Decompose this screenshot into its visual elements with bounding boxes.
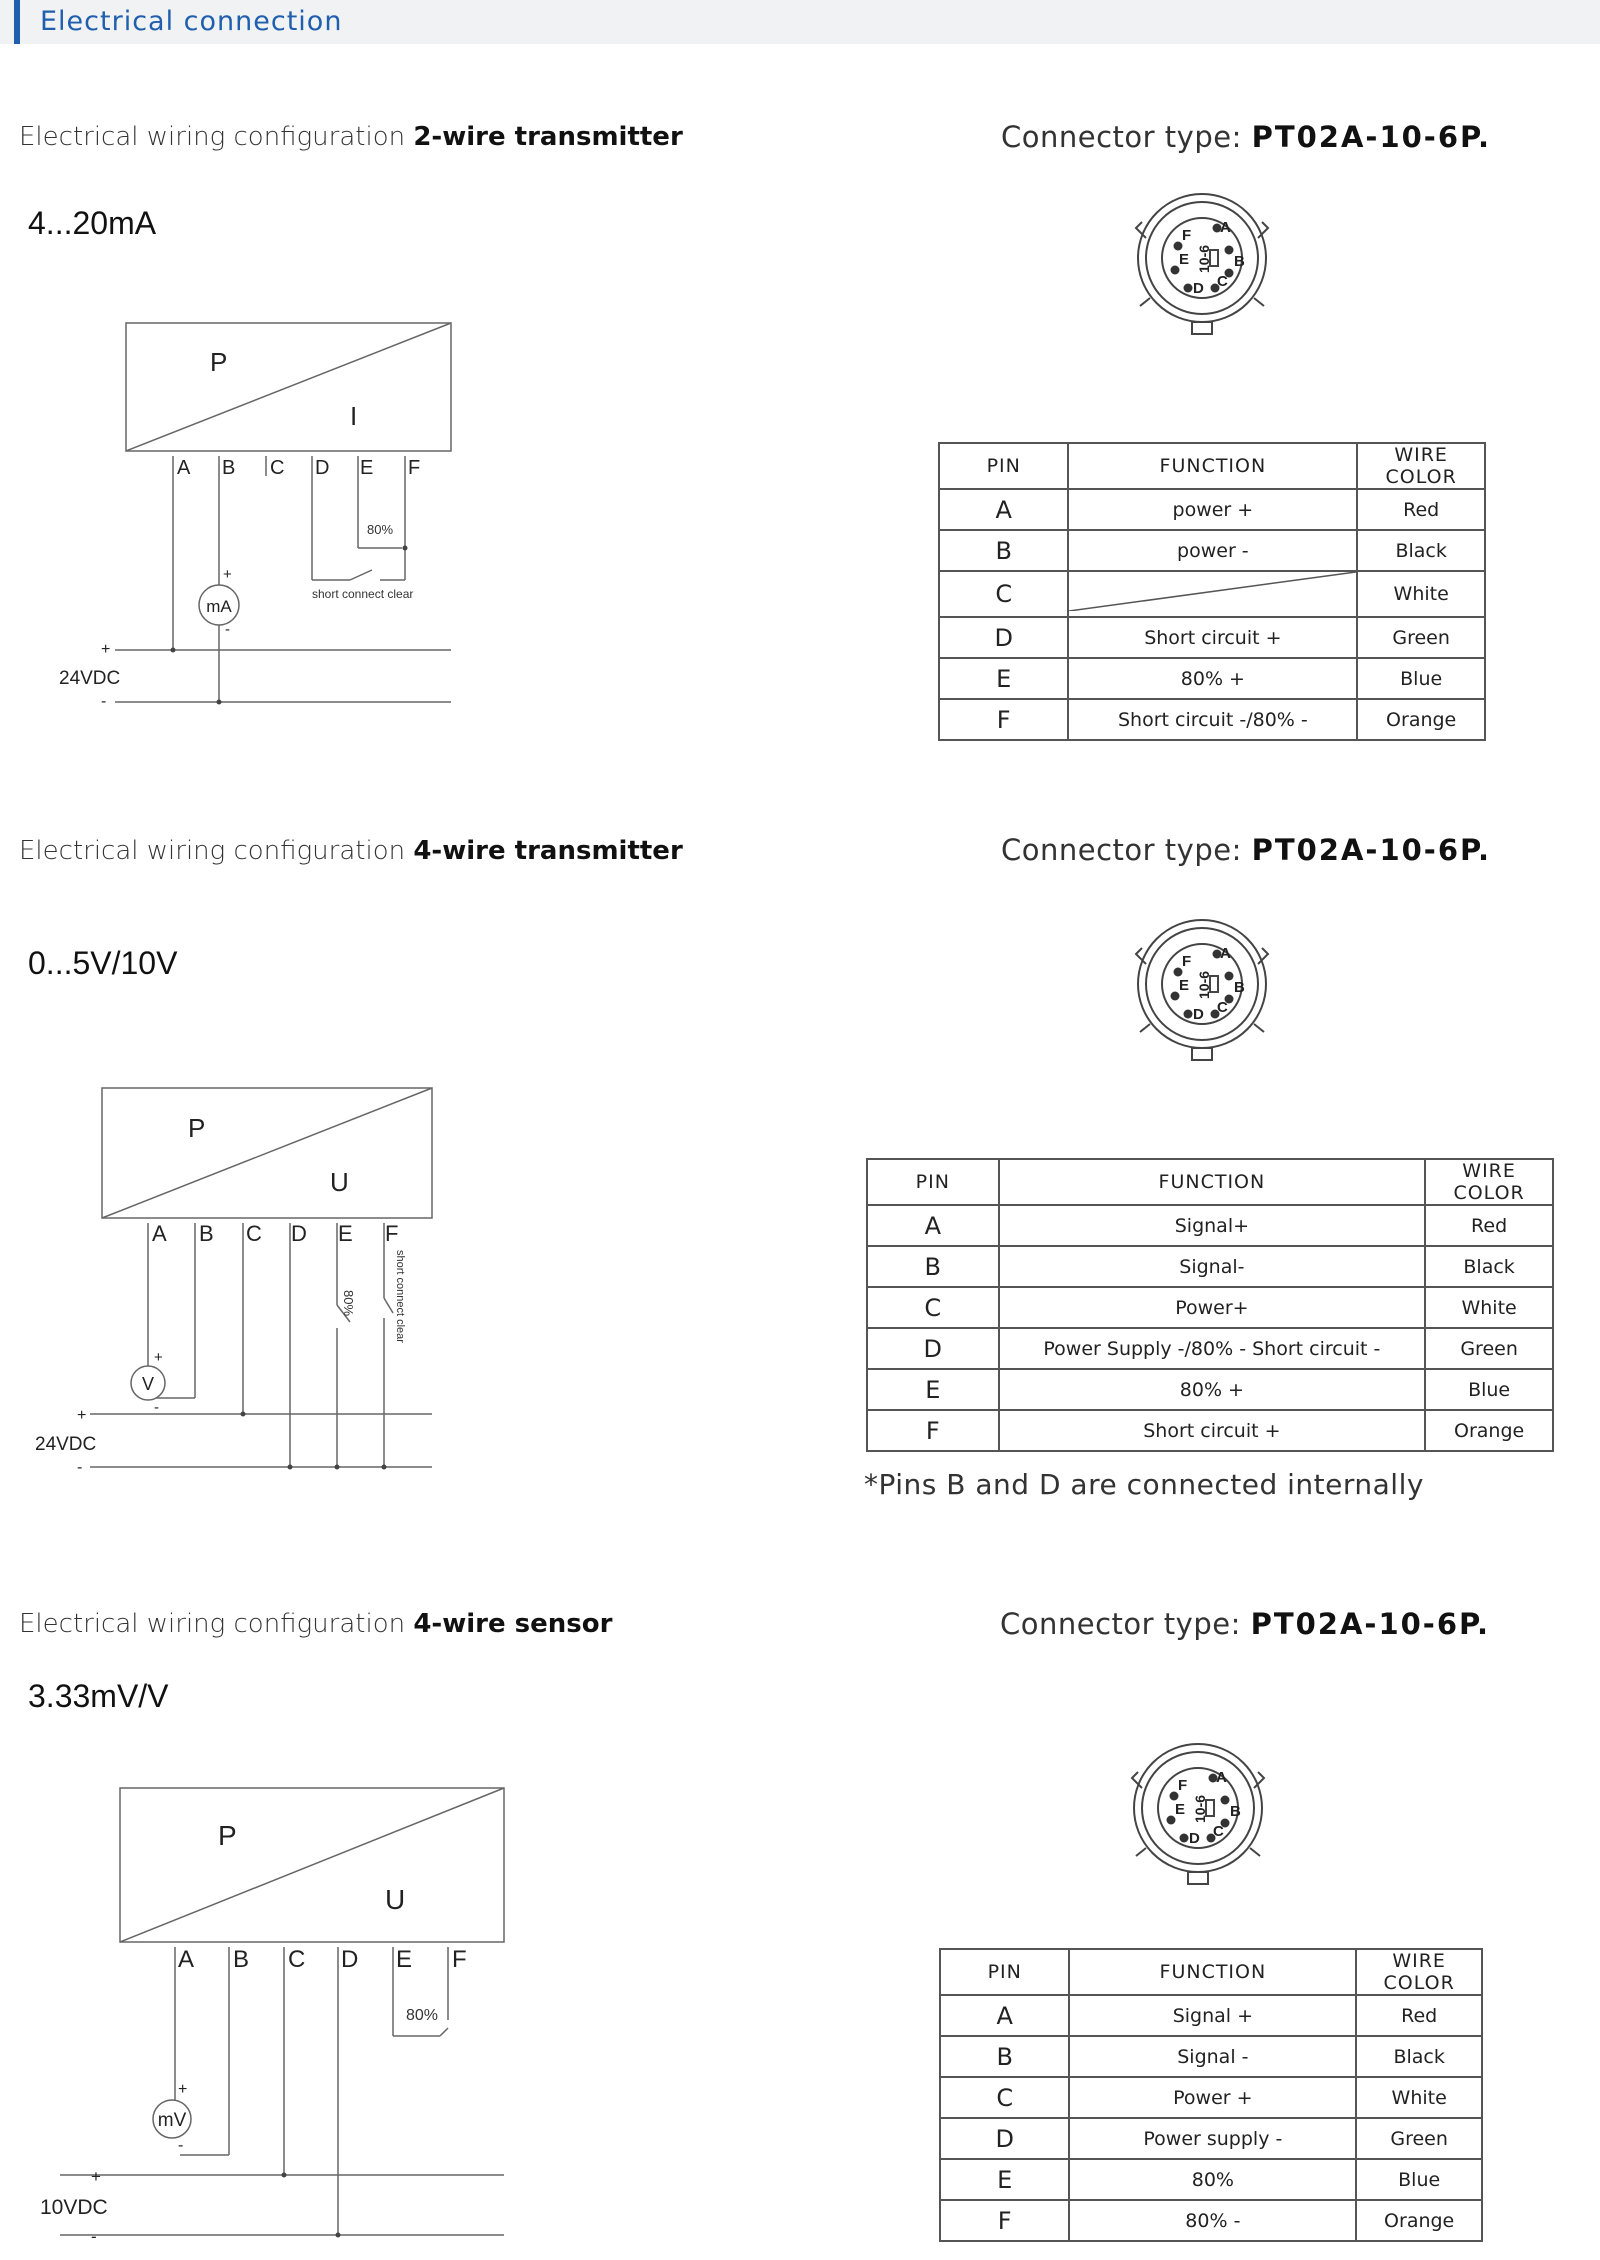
pin-cell: B [940, 2036, 1069, 2077]
function-cell: Power + [1069, 2077, 1356, 2118]
junction-dot [403, 546, 408, 551]
pin-wires [148, 1223, 393, 1467]
connector-pin-letter: A [1220, 219, 1231, 236]
function-cell: power - [1068, 530, 1357, 571]
junction-dot [335, 1465, 340, 1470]
pin-label: E [396, 1946, 413, 1973]
table-row [940, 2077, 1482, 2118]
connector-pin-letter: B [1234, 253, 1245, 270]
pin-label: A [152, 1221, 167, 1246]
connector-pin-letter: E [1175, 1801, 1186, 1818]
cell-diagonal [1069, 572, 1356, 611]
connector-model: PT02A-10-6P. [1250, 1607, 1490, 1641]
color-cell: Black [1425, 1246, 1553, 1287]
pin-label: D [341, 1946, 359, 1973]
pin-cell: D [939, 617, 1068, 658]
table-row [939, 530, 1485, 571]
function-cell: 80% + [1068, 658, 1357, 699]
pin-cell: B [939, 530, 1068, 571]
color-cell: Green [1357, 617, 1485, 658]
connector-pin-letter: F [1178, 1777, 1188, 1794]
function-cell: Short circuit + [999, 1410, 1426, 1451]
pin-cell: E [867, 1369, 999, 1410]
meter-label: V [141, 1374, 155, 1394]
table-row [940, 2118, 1482, 2159]
supply-plus: + [77, 1407, 87, 1424]
color-cell: Red [1356, 1995, 1482, 2036]
pin-label: A [178, 1946, 195, 1973]
box-label-top: P [218, 1820, 237, 1851]
box-label-bottom: U [385, 1884, 406, 1915]
table-header-row [867, 1159, 1553, 1205]
meter-minus: - [225, 621, 230, 638]
pin-table [938, 442, 1486, 741]
pin-cell: E [939, 658, 1068, 699]
header-function: FUNCTION [999, 1159, 1426, 1205]
meter-label: mV [157, 2110, 187, 2131]
junction-dot [217, 700, 222, 705]
connector-pinout-icon [1112, 1728, 1284, 1898]
switch-label: short connect clear [312, 587, 414, 601]
box-diagonal [120, 1788, 504, 1942]
page-title: Electrical connection [40, 6, 343, 37]
pin-cell: E [940, 2159, 1069, 2200]
meter-plus: + [178, 2081, 188, 2098]
connector-pinout-icon [1116, 908, 1288, 1078]
meter-plus: + [154, 1349, 163, 1366]
meter-label: mA [206, 597, 232, 616]
connector-type [1001, 833, 1491, 867]
signal-range: 4...20mA [28, 205, 157, 241]
header-accent [14, 0, 20, 44]
supply-label: 10VDC [40, 2196, 108, 2219]
connector-type-prefix: Connector type: [1001, 120, 1242, 154]
pin-cell: F [867, 1410, 999, 1451]
connector-pin-letter: D [1189, 1830, 1200, 1847]
pin-label: B [233, 1946, 250, 1973]
pin-cell: C [939, 571, 1068, 617]
pin-label: D [315, 457, 330, 479]
pin-label: F [385, 1221, 399, 1246]
function-cell: Signal+ [999, 1205, 1426, 1246]
pin-label: C [288, 1946, 306, 1973]
connector-pin-letter: A [1220, 945, 1231, 962]
pin-label: E [338, 1221, 353, 1246]
table-row [939, 489, 1485, 530]
section-title-prefix: Electrical wiring configuration [19, 836, 406, 866]
connector-pinout-icon [1116, 190, 1288, 350]
function-cell: Power+ [999, 1287, 1426, 1328]
function-cell: Short circuit + [1068, 617, 1357, 658]
pin-cell: A [939, 489, 1068, 530]
section-title [19, 1609, 612, 1639]
table-row [940, 1995, 1482, 2036]
junction-dot [382, 1465, 387, 1470]
table-row [867, 1287, 1553, 1328]
pin-label: F [408, 457, 421, 479]
pin-label: B [222, 457, 236, 479]
supply-plus: + [91, 2167, 101, 2186]
connector-type [1000, 1607, 1490, 1641]
pin-cell: A [867, 1205, 999, 1246]
table-row [939, 699, 1485, 740]
connector-pin-letter: A [1216, 1769, 1227, 1786]
box-label-top: P [188, 1113, 206, 1143]
section-title-prefix: Electrical wiring configuration [19, 1609, 406, 1639]
pin-label: E [360, 457, 374, 479]
function-cell: 80% + [999, 1369, 1426, 1410]
connector-type-prefix: Connector type: [1001, 833, 1242, 867]
pin-cell: D [940, 2118, 1069, 2159]
header-wire-color: WIRE COLOR [1357, 443, 1485, 489]
wiring-diagram [0, 1770, 520, 2250]
function-cell: power + [1068, 489, 1357, 530]
junction-dot [282, 2173, 287, 2178]
table-row [939, 658, 1485, 699]
connector-type-prefix: Connector type: [1000, 1607, 1241, 1641]
table-row [940, 2036, 1482, 2077]
box-label-bottom: U [330, 1167, 349, 1197]
pin-cell: B [867, 1246, 999, 1287]
pin-label: A [177, 457, 191, 479]
color-cell: Green [1356, 2118, 1482, 2159]
connector-pin-letter: D [1193, 280, 1204, 297]
color-cell: Black [1357, 530, 1485, 571]
connector-pin-letter: D [1193, 1006, 1204, 1023]
color-cell: Blue [1425, 1369, 1553, 1410]
table-row [940, 2159, 1482, 2200]
connector-pin-letter: E [1179, 977, 1190, 994]
connector-model: PT02A-10-6P. [1251, 120, 1491, 154]
connector-insert-label: 10-6 [1192, 1794, 1208, 1823]
color-cell: White [1357, 571, 1485, 617]
color-cell: Red [1357, 489, 1485, 530]
pin-label: B [199, 1221, 214, 1246]
function-cell: Power supply - [1069, 2118, 1356, 2159]
pin-table [866, 1158, 1554, 1452]
supply-minus: - [77, 1459, 83, 1476]
pin-wires [175, 1947, 448, 2235]
connector-pin-letter: C [1217, 999, 1228, 1016]
color-cell: White [1356, 2077, 1482, 2118]
function-cell: 80% [1069, 2159, 1356, 2200]
supply-plus: + [101, 641, 111, 658]
box-diagonal [126, 323, 451, 451]
color-cell: Orange [1357, 699, 1485, 740]
section-title-prefix: Electrical wiring configuration [19, 122, 406, 152]
section-title-bold: 2-wire transmitter [413, 122, 683, 152]
function-cell: Signal + [1069, 1995, 1356, 2036]
connector-pin-letter: C [1217, 273, 1228, 290]
junction-dot [241, 1412, 246, 1417]
color-cell: Green [1425, 1328, 1553, 1369]
supply-minus: - [101, 693, 107, 710]
table-row [867, 1410, 1553, 1451]
table-row [939, 617, 1485, 658]
pin-label: F [452, 1946, 467, 1973]
color-cell: Blue [1356, 2159, 1482, 2200]
header-pin: PIN [940, 1949, 1069, 1995]
pin-cell: D [867, 1328, 999, 1369]
header-function: FUNCTION [1069, 1949, 1356, 1995]
connector-pin-letter: F [1182, 227, 1192, 244]
connector-pin-letter: E [1179, 251, 1190, 268]
junction-dot [288, 1465, 293, 1470]
color-cell: Orange [1425, 1410, 1553, 1451]
connector-model: PT02A-10-6P. [1251, 833, 1491, 867]
pin-cell: A [940, 1995, 1069, 2036]
switch-label: short connect clear [394, 1250, 406, 1343]
pin-label: C [270, 457, 285, 479]
header-wire-color: WIRE COLOR [1425, 1159, 1553, 1205]
junction-dot [336, 2233, 341, 2238]
meter-plus: + [223, 566, 232, 583]
connector-type [1001, 120, 1491, 154]
header-function: FUNCTION [1068, 443, 1357, 489]
function-cell: 80% - [1069, 2200, 1356, 2241]
box-label-bottom: I [350, 401, 358, 431]
header-pin: PIN [939, 443, 1068, 489]
function-cell: Signal - [1069, 2036, 1356, 2077]
function-cell-empty [1068, 571, 1357, 617]
table-row [867, 1369, 1553, 1410]
table-row [939, 571, 1485, 617]
connector-insert-label: 10-6 [1196, 970, 1212, 999]
table-header-row [939, 443, 1485, 489]
pin-cell: C [867, 1287, 999, 1328]
color-cell: White [1425, 1287, 1553, 1328]
relay-label: 80% [367, 522, 394, 537]
box-diagonal [102, 1088, 432, 1218]
relay-label: 80% [341, 1290, 356, 1317]
function-cell: Short circuit -/80% - [1068, 699, 1357, 740]
connector-insert-label: 10-6 [1196, 244, 1212, 273]
pin-label: C [246, 1221, 262, 1246]
table-row [867, 1205, 1553, 1246]
relay-label: 80% [406, 2007, 439, 2024]
supply-label: 24VDC [59, 668, 121, 689]
table-footnote: *Pins B and D are connected internally [864, 1468, 1424, 1501]
signal-range: 3.33mV/V [28, 1678, 169, 1714]
function-cell: Power Supply -/80% - Short circuit - [999, 1328, 1426, 1369]
pin-cell: F [939, 699, 1068, 740]
supply-minus: - [91, 2227, 97, 2246]
header-pin: PIN [867, 1159, 999, 1205]
signal-range: 0...5V/10V [28, 945, 178, 981]
table-row [867, 1328, 1553, 1369]
section-title-bold: 4-wire transmitter [413, 836, 683, 866]
meter-minus: - [178, 2137, 184, 2154]
pin-label: D [291, 1221, 307, 1246]
pin-cell: F [940, 2200, 1069, 2241]
section-title [19, 836, 683, 866]
color-cell: Blue [1357, 658, 1485, 699]
section-title-bold: 4-wire sensor [413, 1609, 613, 1639]
table-row [940, 2200, 1482, 2241]
meter-minus: - [154, 1399, 159, 1416]
color-cell: Orange [1356, 2200, 1482, 2241]
junction-dot [171, 648, 176, 653]
function-cell: Signal- [999, 1246, 1426, 1287]
color-cell: Black [1356, 2036, 1482, 2077]
section-title [19, 122, 683, 152]
wiring-diagram [0, 300, 480, 720]
table-row [867, 1246, 1553, 1287]
pin-table [939, 1948, 1483, 2242]
table-header-row [940, 1949, 1482, 1995]
color-cell: Red [1425, 1205, 1553, 1246]
wiring-diagram [0, 1060, 480, 1500]
header-wire-color: WIRE COLOR [1356, 1949, 1482, 1995]
connector-pin-letter: C [1213, 1823, 1224, 1840]
supply-label: 24VDC [35, 1434, 97, 1455]
pin-cell: C [940, 2077, 1069, 2118]
box-label-top: P [210, 347, 228, 377]
connector-pin-letter: B [1230, 1803, 1241, 1820]
connector-pin-letter: B [1234, 979, 1245, 996]
connector-pin-letter: F [1182, 953, 1192, 970]
